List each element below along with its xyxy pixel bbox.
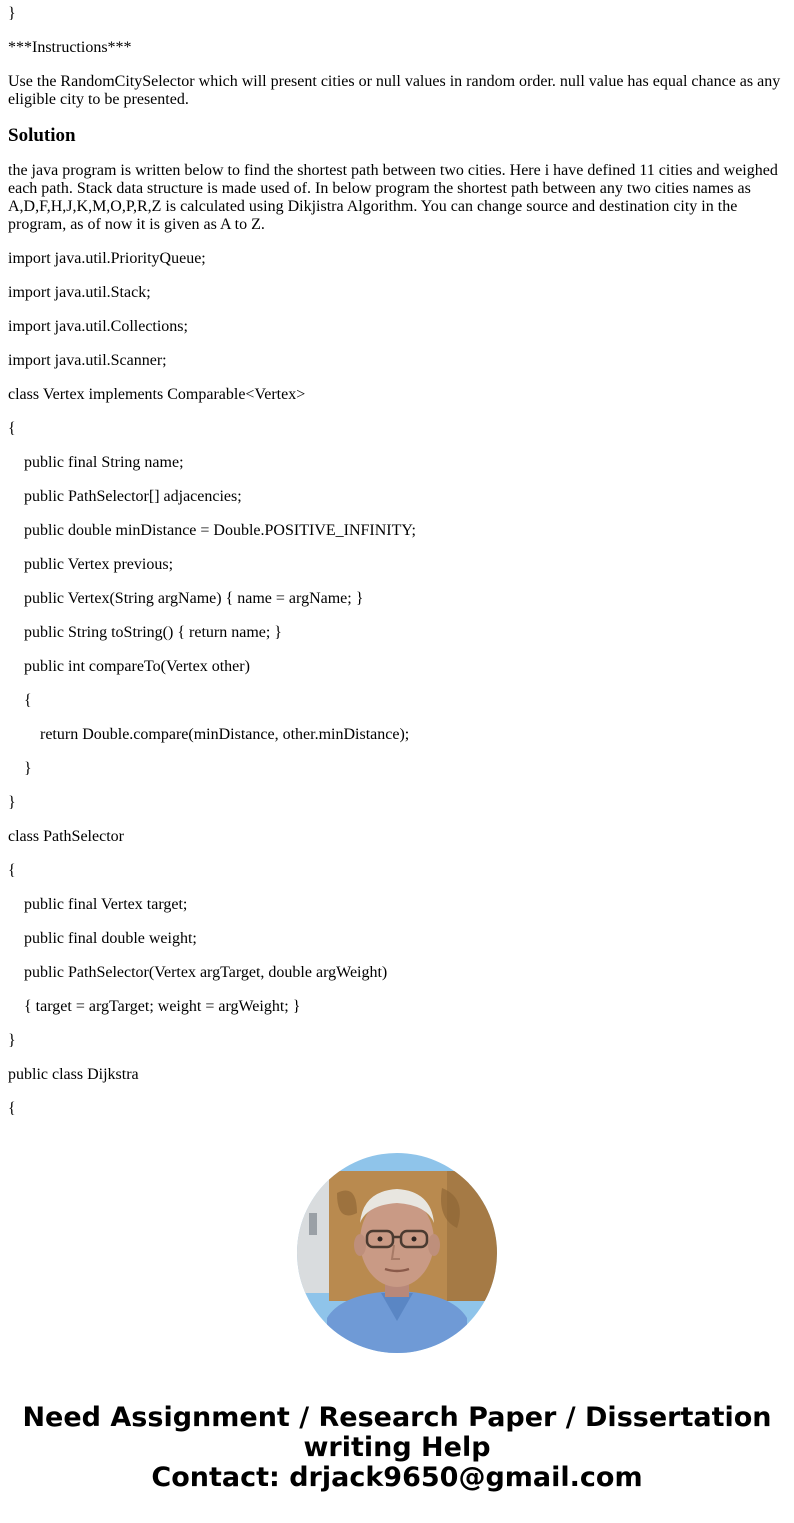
code-line: { — [24, 692, 32, 709]
code-line: { — [8, 1100, 16, 1117]
code-line: import java.util.Scanner; — [8, 352, 167, 369]
code-line: { — [8, 420, 16, 437]
code-line: import java.util.PriorityQueue; — [8, 250, 206, 267]
code-line: public PathSelector(Vertex argTarget, double argWeight) — [24, 964, 388, 981]
code-line: public PathSelector[] adjacencies; — [24, 488, 242, 505]
code-line: return Double.compare(minDistance, other.minDistance); — [40, 726, 410, 743]
contact-banner — [0, 1403, 794, 1493]
code-line: } — [24, 760, 32, 777]
code-line: public String toString() { return name; } — [24, 624, 282, 641]
code-line: { — [8, 862, 16, 879]
code-line: import java.util.Stack; — [8, 284, 151, 301]
document-body — [8, 5, 786, 1134]
closing-brace: } — [8, 5, 16, 22]
banner-line: writing Help — [303, 1432, 491, 1463]
code-line: public class Dijkstra — [8, 1066, 139, 1083]
author-portrait-image — [297, 1153, 497, 1353]
code-line: public double minDistance = Double.POSITIVE_INFINITY; — [24, 522, 416, 539]
instructions-text: Use the RandomCitySelector which will present cities or null values in random order. null value has equal chance as any eligible city to be presented. — [8, 73, 781, 108]
code-line: import java.util.Collections; — [8, 318, 188, 335]
code-line: public Vertex previous; — [24, 556, 174, 573]
code-line: public final Vertex target; — [24, 896, 188, 913]
code-line: class PathSelector — [8, 828, 124, 845]
code-line: public Vertex(String argName) { name = argName; } — [24, 590, 364, 607]
solution-text: the java program is written below to find the shortest path between two cities. Here i have defined 11 cities and weighed each path. Stack data structure is made used of. In below program the shortest path between any two cities names as A,D,F,H,J,K,M,O,P,R,Z is calculated using Dikjistra Algorithm. You can change source and destination city in the program, as of now it is given as A to Z. — [8, 162, 778, 233]
instructions-heading: ***Instructions*** — [8, 39, 132, 56]
author-avatar — [297, 1153, 497, 1353]
code-line: class Vertex implements Comparable<Vertex> — [8, 386, 306, 403]
code-line: } — [8, 1032, 16, 1049]
solution-heading: Solution — [8, 125, 76, 146]
banner-line: Need Assignment / Research Paper / Dissertation — [22, 1402, 772, 1433]
code-line: } — [8, 794, 16, 811]
code-line: public final String name; — [24, 454, 184, 471]
code-line: public final double weight; — [24, 930, 197, 947]
code-line: { target = argTarget; weight = argWeight; } — [24, 998, 301, 1015]
code-line: public int compareTo(Vertex other) — [24, 658, 250, 675]
contact-email: Contact: drjack9650@gmail.com — [151, 1462, 643, 1493]
